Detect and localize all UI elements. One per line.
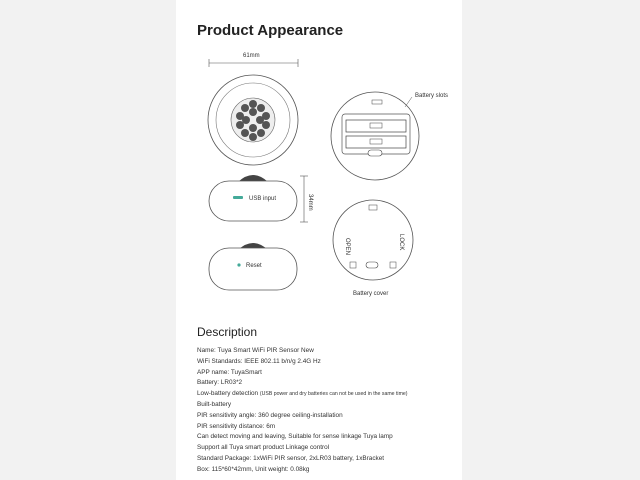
cover-lock-label: LOCK [398,234,404,251]
height-dimension-label: 34mm [307,194,313,211]
desc-battery: Battery: LR03*2 [197,379,243,387]
width-dimension [209,53,298,67]
desc-name: Name: Tuya Smart WiFi PIR Sensor New [197,347,314,354]
width-dimension-label: 61mm [243,53,260,59]
desc-package: Standard Package: 1xWiFi PIR sensor, 2xLR03 battery, 1xBracket [197,454,385,462]
desc-distance: PIR sensitivity distance: 6m [197,422,276,430]
battery-cover-view [333,200,413,297]
desc-detect: Can detect moving and leaving, Suitable for sense linkage Tuya lamp [197,433,393,441]
battery-slots-view [331,92,448,180]
desc-wifi: WiFi Standards: IEEE 802.11 b/n/g 2.4G Hz [197,357,321,365]
desc-app: APP name: TuyaSmart [197,368,262,376]
description-list [197,346,459,476]
desc-low-battery: Low-battery detection [197,390,259,398]
battery-slots-label: Battery slots [415,93,449,99]
side-view-reset [209,243,297,290]
side-view-usb [209,175,297,221]
desc-built-battery: Built-battery [197,400,232,408]
desc-support: Support all Tuya smart product Linkage control [197,444,330,452]
desc-box: Box: 115*60*42mm, Unit weight: 0.08kg [197,465,310,473]
reset-label: Reset [246,263,262,269]
cover-open-label: OPEN [344,238,350,256]
battery-cover-label: Battery cover [353,291,389,297]
product-appearance-title: Product Appearance [197,22,344,39]
height-dimension [300,176,313,222]
usb-input-label: USB input [249,196,277,202]
desc-low-battery-row [197,389,459,400]
desc-angle: PIR sensitivity angle: 360 degree ceiling-installation [197,411,343,419]
desc-low-battery-note: (USB power and dry batteries can not be used in the same time) [259,391,408,398]
top-view-sensor [208,75,298,165]
description-title: Description [197,325,258,339]
